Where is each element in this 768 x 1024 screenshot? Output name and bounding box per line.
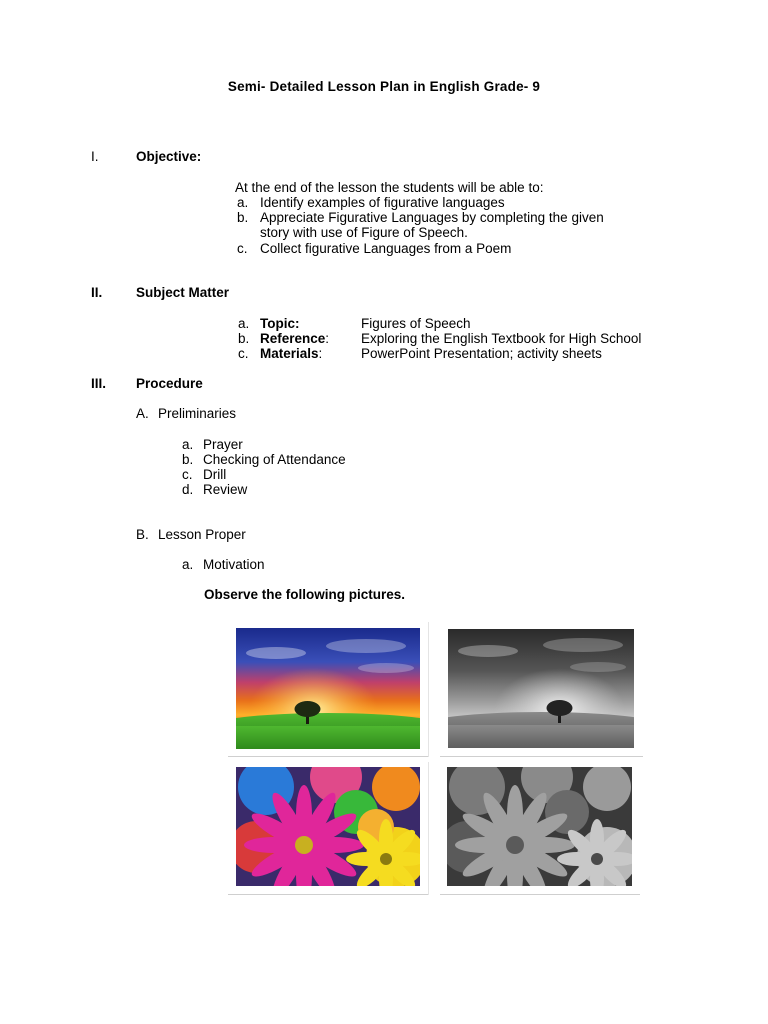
reference-colon: : (325, 331, 330, 346)
section-numeral-objective: I. (91, 149, 99, 164)
preliminary-item-letter: b. (182, 452, 194, 467)
flowers-color-image (236, 767, 420, 886)
objective-intro: At the end of the lesson the students will be able to: (235, 180, 544, 195)
subject-item-value-topic: Figures of Speech (361, 316, 471, 331)
objective-item-text-continued: story with use of Figure of Speech. (260, 225, 468, 240)
section-numeral-procedure: III. (91, 376, 107, 391)
subject-item-letter: b. (238, 331, 250, 346)
section-heading-procedure: Procedure (136, 376, 203, 391)
lesson-proper-title: Lesson Proper (158, 527, 246, 542)
grid-divider (428, 622, 429, 757)
preliminary-item-text: Drill (203, 467, 227, 482)
objective-item-letter: b. (237, 210, 249, 225)
grid-divider (428, 762, 429, 895)
section-heading-subject-matter: Subject Matter (136, 285, 230, 300)
objective-item-letter: c. (237, 241, 248, 256)
preliminary-item-letter: c. (182, 467, 193, 482)
subject-item-letter: c. (238, 346, 249, 361)
subject-item-value-materials: PowerPoint Presentation; activity sheets (361, 346, 602, 361)
objective-item-letter: a. (237, 195, 249, 210)
subject-item-label-topic: Topic: (260, 316, 300, 331)
objective-item-text: Appreciate Figurative Languages by completing the given (260, 210, 604, 225)
objective-item-text: Collect figurative Languages from a Poem (260, 241, 512, 256)
lesson-proper-label: B. (136, 527, 149, 542)
subject-item-value-reference: Exploring the English Textbook for High School (361, 331, 642, 346)
subject-item-label-reference (260, 331, 329, 346)
preliminary-item-letter: d. (182, 482, 194, 497)
observe-instruction: Observe the following pictures. (204, 587, 406, 602)
section-heading-objective: Objective: (136, 149, 202, 164)
subject-item-label-materials (260, 346, 322, 361)
preliminaries-label: A. (136, 406, 149, 421)
materials-label: Materials (260, 346, 319, 361)
section-numeral-subject-matter: II. (91, 285, 103, 300)
grid-rule (440, 894, 640, 895)
preliminaries-title: Preliminaries (158, 406, 237, 421)
preliminary-item-letter: a. (182, 437, 194, 452)
motivation-title: Motivation (203, 557, 265, 572)
subject-item-letter: a. (238, 316, 250, 331)
grid-rule (440, 756, 643, 757)
reference-label: Reference (260, 331, 326, 346)
motivation-letter: a. (182, 557, 194, 572)
sunset-tree-grayscale-image (448, 629, 634, 748)
materials-colon: : (318, 346, 323, 361)
grid-rule (228, 756, 428, 757)
preliminary-item-text: Prayer (203, 437, 243, 452)
document-title: Semi- Detailed Lesson Plan in English Grade- 9 (227, 79, 541, 94)
preliminary-item-text: Review (203, 482, 248, 497)
objective-item-text: Identify examples of figurative languages (260, 195, 505, 210)
flowers-grayscale-image (447, 767, 632, 886)
grid-rule (228, 894, 428, 895)
preliminary-item-text: Checking of Attendance (203, 452, 346, 467)
sunset-tree-color-image (236, 628, 420, 749)
